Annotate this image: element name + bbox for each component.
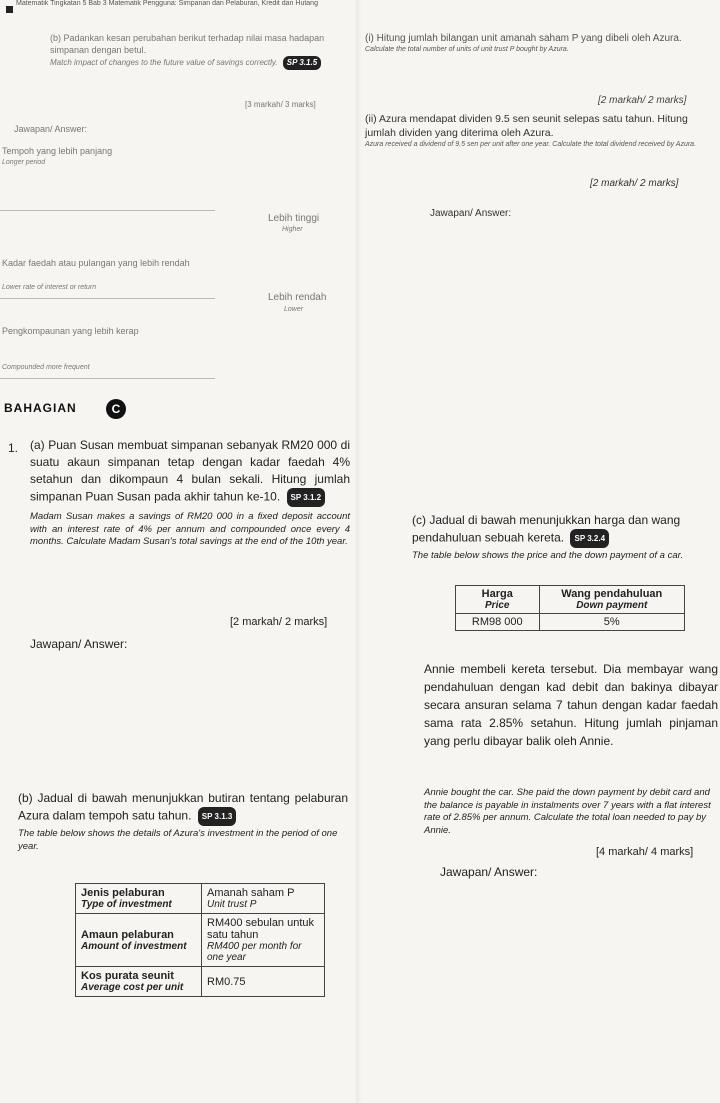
match-box-compounded bbox=[0, 318, 215, 379]
longer-period-ms: Tempoh yang lebih panjang bbox=[2, 146, 113, 156]
question-number: 1. bbox=[8, 441, 19, 455]
question-c-body-en: Annie bought the car. She paid the down payment by debit card and the balance is payable in instalments over 7 years with a flat interest rate of 2.85% per annum. Calculate the total loan needed to pay by Annie. bbox=[424, 787, 711, 836]
car-price-table bbox=[455, 585, 685, 631]
question-a bbox=[30, 437, 350, 549]
running-header bbox=[0, 0, 720, 22]
row-label-en: Amount of investment bbox=[81, 940, 187, 952]
table-header-price bbox=[456, 586, 540, 614]
row-value: RM400 sebulan untuk satu tahun bbox=[207, 917, 315, 941]
question-b-i-ms: (i) Hitung jumlah bilangan unit amanah saham P yang dibeli oleh Azura. bbox=[365, 33, 682, 44]
col-label-en: Price bbox=[485, 600, 510, 611]
table-row bbox=[76, 884, 325, 914]
table-cell bbox=[202, 884, 325, 914]
question-c bbox=[412, 512, 718, 563]
table-row bbox=[76, 967, 325, 997]
page-fold-shadow bbox=[356, 0, 362, 1103]
question-c-body-ms: Annie membeli kereta tersebut. Dia membayar wang pendahuluan dengan kad debit dan bakinya dibayar secara ansuran selama 7 tahun dengan kadar faedah sama rata 2.85% setahun. Hitung jumlah pinjaman yang perlu dibayar balik oleh Annie. bbox=[424, 662, 718, 748]
lower-label-ms: Lebih rendah bbox=[268, 292, 327, 303]
table-cell bbox=[76, 884, 202, 914]
row-value-en: Unit trust P bbox=[207, 899, 257, 910]
row-value-en: RM400 per month for one year bbox=[207, 941, 302, 963]
sp-badge: SP 3.2.4 bbox=[570, 529, 609, 548]
match-box-longer-period bbox=[0, 140, 215, 211]
question-b-en-span: Match impact of changes to the future value of savings correctly. bbox=[50, 58, 278, 68]
marks-b: [3 markah/ 3 marks] bbox=[245, 100, 316, 109]
section-heading bbox=[0, 398, 130, 420]
question-a-ms: (a) Puan Susan membuat simpanan sebanyak RM20 000 di suatu akaun simpanan tetap dengan kadar faedah 4% setahun dan dikompaun 4 bulan sekali. Hitung jumlah simpanan Puan Susan pada akhir tahun ke-10. bbox=[30, 438, 350, 504]
question-b bbox=[18, 790, 348, 853]
higher-label-en: Higher bbox=[282, 226, 303, 233]
row-value: Amanah saham P bbox=[207, 887, 295, 899]
question-c-ms: (c) Jadual di bawah menunjukkan harga dan wang pendahuluan sebuah kereta. bbox=[412, 513, 681, 545]
question-a-en: Madam Susan makes a savings of RM20 000 in a fixed deposit account with an interest rate of 4% per annum and compounded once every 4 months. Calculate Madam Susan's total savings at the end of the 10th year. bbox=[30, 511, 350, 547]
answer-label-b: Jawapan/ Answer: bbox=[14, 124, 88, 134]
question-a-ms-block bbox=[30, 437, 350, 507]
sp-badge: SP 3.1.3 bbox=[198, 807, 237, 826]
question-b-text-en bbox=[50, 56, 350, 70]
higher-label-ms: Lebih tinggi bbox=[268, 213, 320, 224]
header-text: Matematik Tingkatan 5 Bab 3 Matematik Pengguna: Simpanan dan Pelaburan, Kredit dan Hutang bbox=[16, 0, 318, 7]
lower-rate-en: Lower rate of interest or return bbox=[2, 284, 97, 291]
down-payment-cell: 5% bbox=[539, 614, 684, 631]
sp-badge: SP 3.1.2 bbox=[287, 488, 326, 507]
table-cell bbox=[76, 914, 202, 967]
section-badge: C bbox=[106, 399, 126, 419]
col-label: Wang pendahuluan bbox=[561, 588, 663, 600]
sp-badge: SP 3.1.5 bbox=[283, 56, 321, 70]
table-row bbox=[456, 614, 685, 631]
question-c-ms-block bbox=[412, 512, 718, 548]
table-row bbox=[76, 914, 325, 967]
question-b-i bbox=[365, 32, 717, 55]
question-b-i-en: Calculate the total number of units of unit trust P bought by Azura. bbox=[365, 46, 569, 53]
table-cell bbox=[202, 914, 325, 967]
question-b-match bbox=[50, 32, 350, 70]
marks-c: [4 markah/ 4 marks] bbox=[596, 846, 694, 858]
row-label: Kos purata seunit bbox=[81, 970, 174, 982]
book-logo-icon bbox=[6, 6, 13, 13]
lower-label-en: Lower bbox=[284, 306, 304, 313]
question-b-ii-en: Azura received a dividend of 9.5 sen per unit after one year. Calculate the total dividend received by Azura. bbox=[365, 141, 697, 148]
question-b-text-ms: (b) Padankan kesan perubahan berikut terhadap nilai masa hadapan simpanan dengan betul. bbox=[50, 33, 325, 55]
compounded-en: Compounded more frequent bbox=[2, 364, 90, 371]
section-label: BAHAGIAN bbox=[4, 401, 77, 415]
question-b-ii bbox=[365, 112, 717, 150]
lower-rate-ms: Kadar faedah atau pulangan yang lebih rendah bbox=[2, 258, 190, 268]
answer-label-a: Jawapan/ Answer: bbox=[30, 637, 128, 651]
row-value: RM0.75 bbox=[207, 975, 246, 988]
row-label: Jenis pelaburan bbox=[81, 887, 165, 899]
question-c-en: The table below shows the price and the down payment of a car. bbox=[412, 550, 684, 561]
row-label-en: Type of investment bbox=[81, 899, 172, 910]
answer-label-b-ii: Jawapan/ Answer: bbox=[430, 208, 512, 219]
question-b-en: The table below shows the details of Azura's investment in the period of one year. bbox=[18, 828, 338, 852]
marks-a: [2 markah/ 2 marks] bbox=[230, 616, 328, 628]
compounded-ms: Pengkompaunan yang lebih kerap bbox=[2, 326, 139, 336]
match-box-lower-rate bbox=[0, 250, 215, 299]
marks-b-i: [2 markah/ 2 marks] bbox=[598, 95, 687, 106]
row-label: Amaun pelaburan bbox=[81, 928, 174, 941]
row-label-en: Average cost per unit bbox=[81, 982, 184, 993]
question-b-ii-ms: (ii) Azura mendapat dividen 9.5 sen seunit selepas satu tahun. Hitung jumlah dividen yang diterima oleh Azura. bbox=[365, 113, 688, 139]
investment-table bbox=[75, 883, 325, 997]
answer-label-c: Jawapan/ Answer: bbox=[440, 865, 538, 879]
longer-period-en: Longer period bbox=[2, 159, 46, 166]
table-cell bbox=[76, 967, 202, 997]
col-label-en: Down payment bbox=[576, 600, 648, 611]
col-label: Harga bbox=[481, 588, 513, 600]
table-cell bbox=[202, 967, 325, 997]
question-b-ms-block bbox=[18, 790, 348, 826]
question-b-ms: (b) Jadual di bawah menunjukkan butiran tentang pelaburan Azura dalam tempoh satu tahun. bbox=[18, 791, 348, 823]
marks-b-ii: [2 markah/ 2 marks] bbox=[590, 178, 679, 189]
price-cell: RM98 000 bbox=[456, 614, 540, 631]
table-header-down bbox=[539, 586, 684, 614]
table-row bbox=[456, 586, 685, 614]
